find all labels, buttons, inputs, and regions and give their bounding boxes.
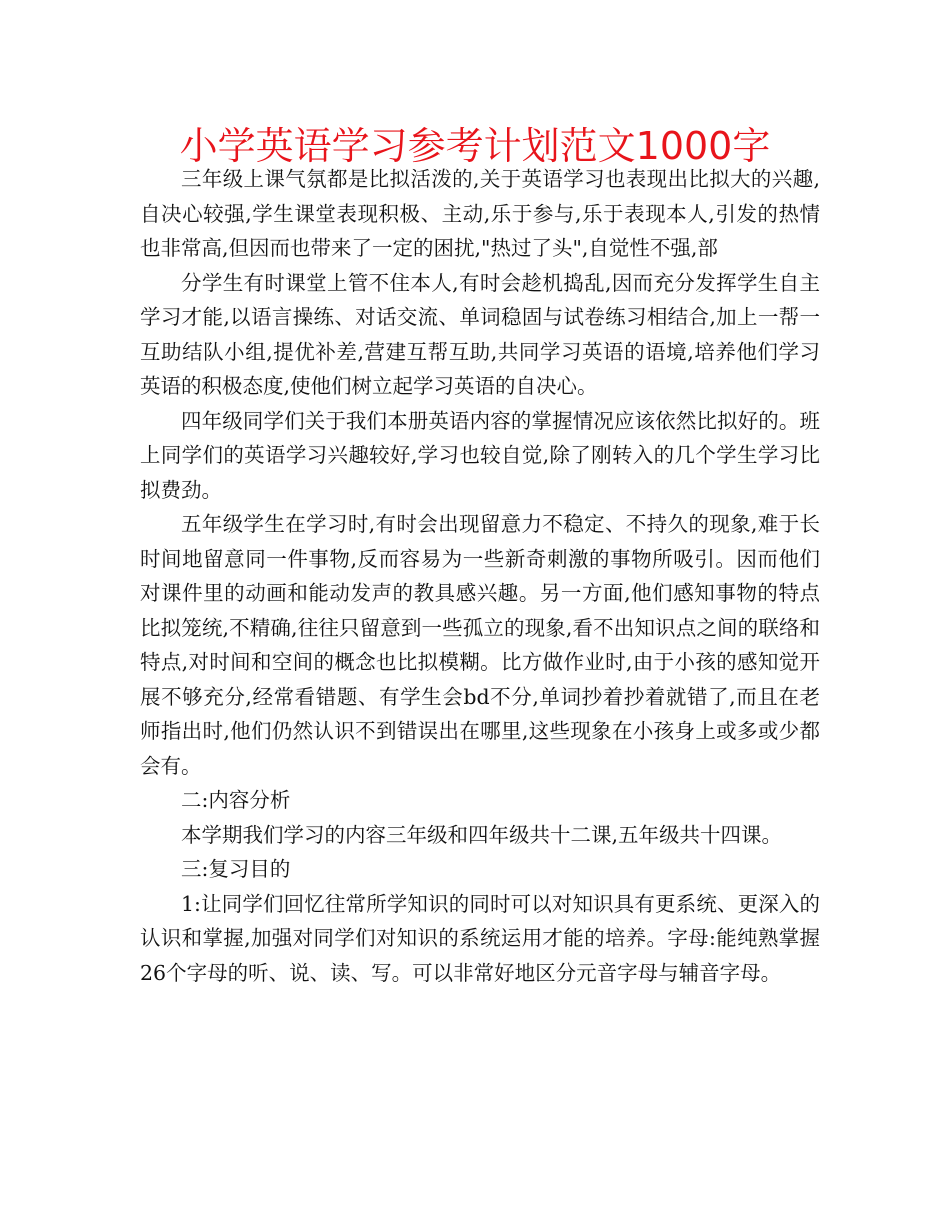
document-body bbox=[140, 162, 820, 990]
document-title: 小学英语学习参考计划范文1000字 bbox=[179, 124, 771, 168]
paragraph-grade-three: 三年级上课气氛都是比拟活泼的,关于英语学习也表现出比拟大的兴趣,自决心较强,学生课堂表现积极、主动,乐于参与,乐于表现本人,引发的热情也非常高,但因而也带来了一定的困扰,"热过了头",自觉性不强,部 bbox=[140, 167, 820, 260]
paragraph-review-goal-one: 1:让同学们回忆往常所学知识的同时可以对知识具有更系统、更深入的认识和掌握,加强对同学们对知识的系统运用才能的培养。字母:能纯熟掌握26个字母的听、说、读、写。可以非常好地区分元音字母与辅音字母。 bbox=[140, 891, 820, 985]
section-heading-review-goals: 三:复习目的 bbox=[181, 857, 291, 881]
paragraph-grade-three-continued: 分学生有时课堂上管不住本人,有时会趁机捣乱,因而充分发挥学生自主学习才能,以语言操练、对话交流、单词稳固与试卷练习相结合,加上一帮一互助结队小组,提优补差,营建互帮互助,共同学习英语的语境,培养他们学习英语的积极态度,使他们树立起学习英语的自决心。 bbox=[140, 270, 820, 398]
section-heading-content-analysis: 二:内容分析 bbox=[181, 788, 291, 812]
paragraph-grade-four: 四年级同学们关于我们本册英语内容的掌握情况应该依然比拟好的。班上同学们的英语学习兴趣较好,学习也较自觉,除了刚转入的几个学生学习比拟费劲。 bbox=[140, 408, 820, 502]
paragraph-grade-five: 五年级学生在学习时,有时会出现留意力不稳定、不持久的现象,难于长时间地留意同一件事物,反而容易为一些新奇刺激的事物所吸引。因而他们对课件里的动画和能动发声的教具感兴趣。另一方面,他们感知事物的特点比拟笼统,不精确,往往只留意到一些孤立的现象,看不出知识点之间的联络和特点,对时间和空间的概念也比拟模糊。比方做作业时,由于小孩的感知觉开展不够充分,经常看错题、有学生会bd不分,单词抄着抄着就错了,而且在老师指出时,他们仍然认识不到错误出在哪里,这些现象在小孩身上或多或少都会有。 bbox=[140, 512, 820, 778]
paragraph-content-analysis: 本学期我们学习的内容三年级和四年级共十二课,五年级共十四课。 bbox=[181, 822, 783, 847]
